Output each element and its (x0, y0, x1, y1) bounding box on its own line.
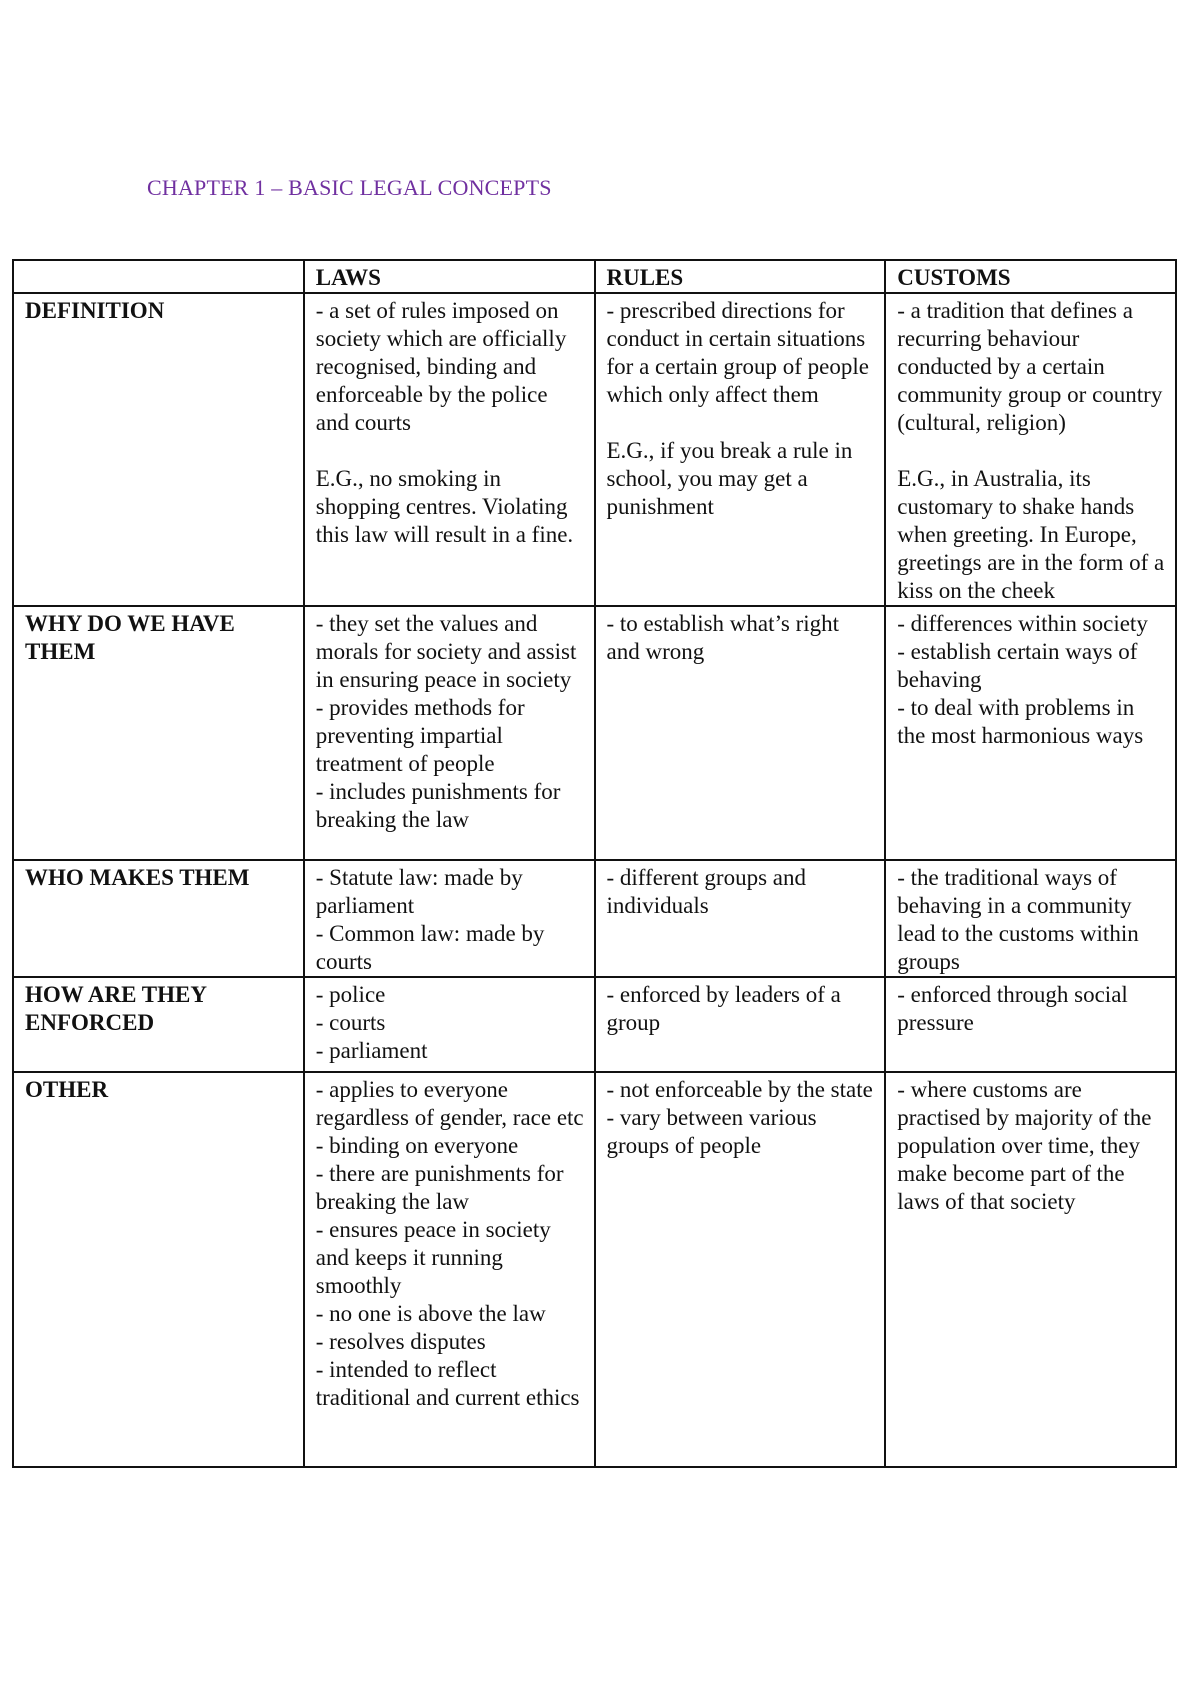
other-rules-point: - not enforceable by the state (606, 1077, 873, 1102)
table-row-definition (13, 293, 1176, 606)
row-label-why: WHY DO WE HAVE THEM (13, 606, 304, 860)
how-rules-point: - enforced by leaders of a group (606, 982, 847, 1035)
why-customs-point: - differences within society (897, 611, 1148, 636)
why-laws-cell (304, 606, 595, 860)
who-laws-point: - Statute law: made by parliament (315, 865, 529, 918)
other-customs-cell (885, 1072, 1176, 1467)
other-customs-point: - where customs are practised by majority of the population over time, they make become part of the laws of that society (897, 1077, 1158, 1214)
definition-laws-cell (304, 293, 595, 606)
definition-customs-cell (885, 293, 1176, 606)
who-laws-point: - Common law: made by courts (315, 921, 551, 974)
why-customs-cell (885, 606, 1176, 860)
who-laws-cell (304, 860, 595, 977)
other-laws-point: - ensures peace in society and keeps it running smoothly (315, 1217, 557, 1298)
table-row-who (13, 860, 1176, 977)
definition-laws-example: E.G., no smoking in shopping centres. Violating this law will result in a fine. (315, 466, 574, 547)
other-laws-point: - applies to everyone regardless of gender, race etc (315, 1077, 584, 1130)
concepts-table (12, 259, 1177, 1468)
definition-rules-cell (595, 293, 886, 606)
why-customs-point: - establish certain ways of behaving (897, 639, 1144, 692)
cell-spacer (607, 409, 876, 437)
table-row-how (13, 977, 1176, 1072)
why-rules-point: - to establish what’s right and wrong (606, 611, 845, 664)
row-label-who: WHO MAKES THEM (13, 860, 304, 977)
why-laws-point: - includes punishments for breaking the law (315, 779, 567, 832)
how-customs-cell (885, 977, 1176, 1072)
who-customs-point: - the traditional ways of behaving in a community lead to the customs within groups (897, 865, 1145, 974)
header-rules: RULES (595, 260, 886, 293)
other-laws-point: - there are punishments for breaking the law (315, 1161, 570, 1214)
definition-customs-text: - a tradition that defines a recurring behaviour conducted by a certain community group or country (cultural, religion) (897, 298, 1169, 435)
other-laws-point: - intended to reflect traditional and current ethics (315, 1357, 580, 1410)
how-laws-point: - courts (315, 1010, 386, 1035)
definition-rules-example: E.G., if you break a rule in school, you may get a punishment (606, 438, 859, 519)
who-customs-cell (885, 860, 1176, 977)
header-customs: CUSTOMS (885, 260, 1176, 293)
cell-spacer (897, 437, 1166, 465)
table-row-why (13, 606, 1176, 860)
table-row-other (13, 1072, 1176, 1467)
other-laws-point: - resolves disputes (315, 1329, 486, 1354)
who-rules-cell (595, 860, 886, 977)
other-laws-cell (304, 1072, 595, 1467)
other-rules-point: - vary between various groups of people (606, 1105, 823, 1158)
how-laws-point: - parliament (315, 1038, 428, 1063)
why-laws-point: - they set the values and morals for society and assist in ensuring peace in society (315, 611, 583, 692)
who-rules-point: - different groups and individuals (606, 865, 812, 918)
definition-rules-text: - prescribed directions for conduct in certain situations for a certain group of people which only affect them (606, 298, 875, 407)
definition-customs-example: E.G., in Australia, its customary to shake hands when greeting. In Europe, greetings are in the form of a kiss on the cheek (897, 466, 1170, 603)
header-laws: LAWS (304, 260, 595, 293)
how-laws-cell (304, 977, 595, 1072)
other-laws-point: - binding on everyone (315, 1133, 519, 1158)
row-label-other: OTHER (13, 1072, 304, 1467)
page-heading: CHAPTER 1 – BASIC LEGAL CONCEPTS (147, 175, 552, 200)
cell-spacer (316, 437, 585, 465)
how-customs-point: - enforced through social pressure (897, 982, 1134, 1035)
how-rules-cell (595, 977, 886, 1072)
how-laws-point: - police (315, 982, 386, 1007)
row-label-how: HOW ARE THEY ENFORCED (13, 977, 304, 1072)
why-laws-point: - provides methods for preventing impartial treatment of people (315, 695, 531, 776)
header-blank-cell (13, 260, 304, 293)
other-laws-point: - no one is above the law (315, 1301, 546, 1326)
header-row (13, 260, 1176, 293)
definition-laws-text: - a set of rules imposed on society which are officially recognised, binding and enforceable by the police and courts (315, 298, 573, 435)
row-label-definition: DEFINITION (13, 293, 304, 606)
why-customs-point: - to deal with problems in the most harmonious ways (897, 695, 1144, 748)
why-rules-cell (595, 606, 886, 860)
other-rules-cell (595, 1072, 886, 1467)
